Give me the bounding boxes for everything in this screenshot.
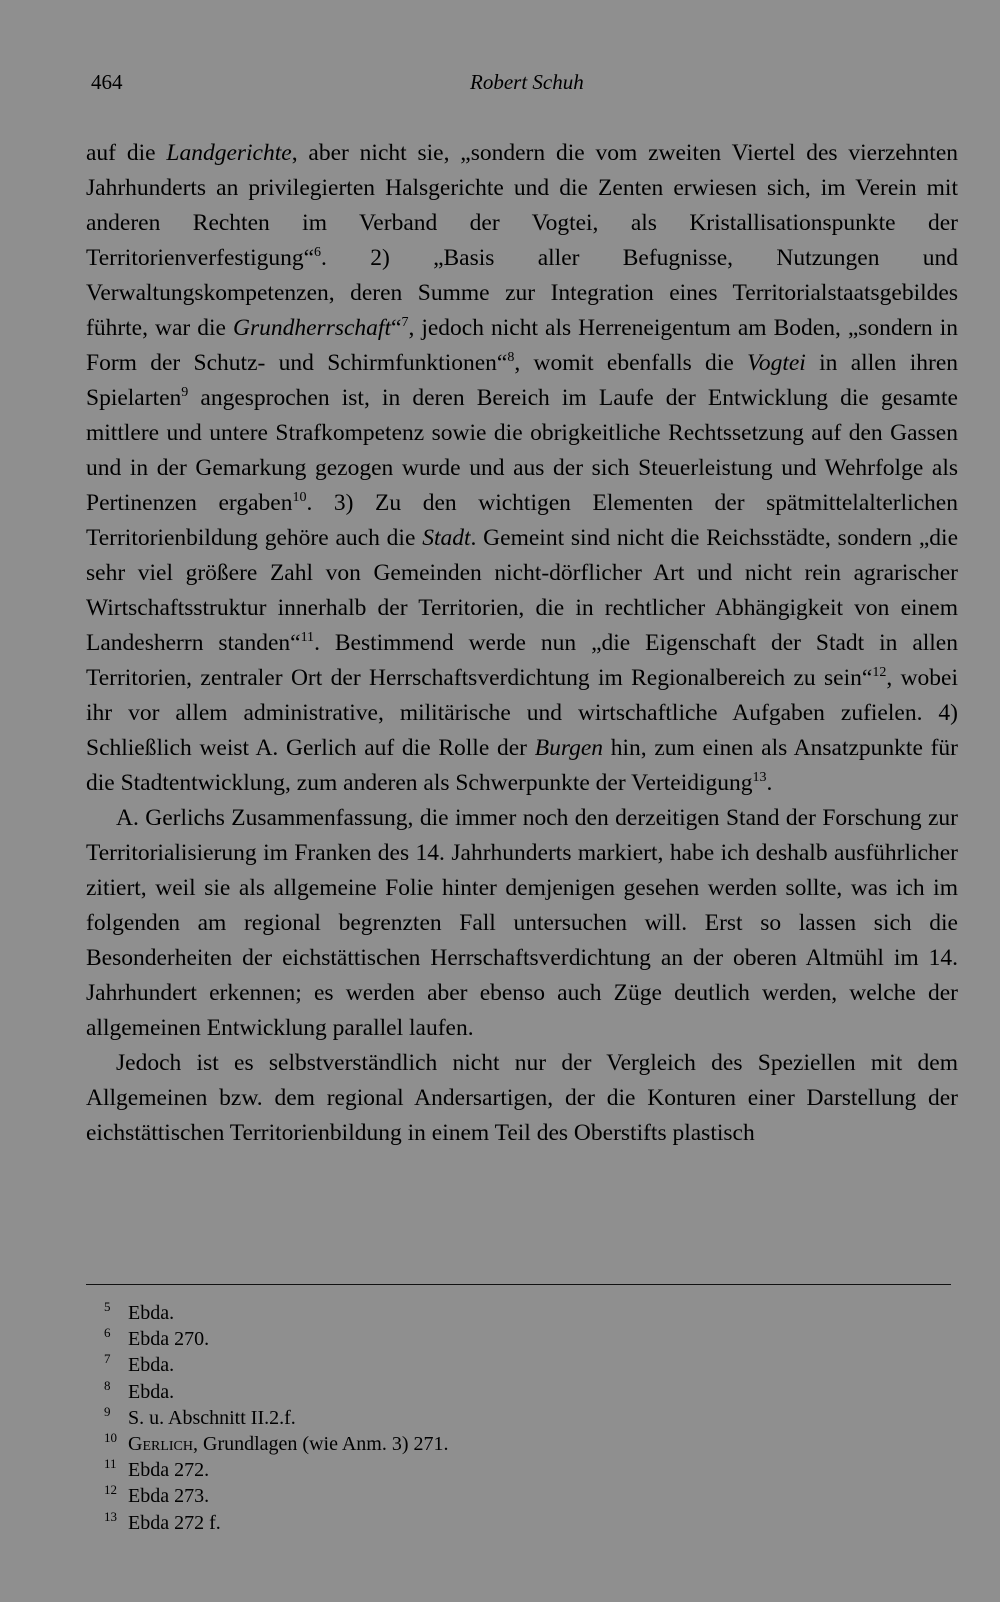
text-span: , jedoch nicht als Herreneigentum am Boden, „sondern in Form der Schutz- und Schirmfunktionen“: [86, 315, 958, 376]
text-span: . 3) Zu den wichtigen Elementen der spätmittelalterlichen Territorienbildung gehöre auch die: [86, 490, 958, 551]
footnote-text: S. u. Abschnitt II.2.f.: [128, 1406, 296, 1429]
citation: , Grundlagen (wie Anm. 3) 271.: [193, 1433, 449, 1456]
footnote-text: [128, 1431, 924, 1457]
footnote-ref: 7: [401, 315, 409, 331]
footnote-number: 5: [104, 1299, 111, 1314]
text-span: “: [391, 315, 402, 341]
running-head: Robert Schuh: [470, 70, 584, 94]
footnote-number: 12: [104, 1482, 117, 1498]
text-span: . 2) „Basis aller Befugnisse, Nutzungen und Verwaltungskompetenzen, deren Summe zur Integration eines Territorialstaatsgebildes führte, war die: [86, 245, 958, 341]
footnote: [104, 1483, 924, 1509]
footnote-number: 6: [104, 1325, 111, 1341]
emphasis: Vogtei: [747, 350, 806, 376]
emphasis: Landgerichte: [166, 140, 292, 166]
footnote: [104, 1326, 924, 1352]
text-span: hin, zum einen als Ansatzpunkte für die Stadtentwicklung, zum anderen als Schwerpunkte der Verteidigung: [86, 735, 959, 796]
footnote: [104, 1457, 924, 1483]
footnote-ref: 12: [872, 665, 887, 681]
footnote-divider: [86, 1284, 951, 1285]
footnote-text: Ebda 273.: [128, 1485, 210, 1508]
footnote-number: 8: [104, 1377, 111, 1393]
footnote-ref: 10: [292, 490, 307, 506]
text-span: , wobei ihr vor allem administrative, militärische und wirtschaftliche Aufgaben zufielen. 4) Schließlich weist A. Gerlich auf die Rolle der: [86, 665, 959, 761]
paragraph-1: [86, 136, 958, 801]
text-span: . Bestimmend werde nun „die Eigenschaft der Stadt in allen Territorien, zentraler Ort der Herrschaftsverdichtung im Regionalbereich zu sein“: [86, 630, 958, 691]
author-name: Gerlich: [128, 1433, 193, 1456]
footnote-number: 13: [104, 1508, 117, 1524]
text-span: in allen ihren Spielarten: [86, 350, 958, 411]
footnote-number: 9: [104, 1403, 111, 1419]
paragraph-2: A. Gerlichs Zusammenfassung, die immer noch den derzeitigen Stand der Forschung zur Territorialisierung im Franken des 14. Jahrhunderts markiert, habe ich deshalb ausführlicher zitiert, weil sie als allgemeine Folie hinter demjenigen gesehen werden sollte, was ich im folgenden am regional begrenzten Fall untersuchen will. Erst so lassen sich die Besonderheiten der eichstättischen Herrschaftsverdichtung an der oberen Altmühl im 14. Jahrhundert erkennen; es werden aber ebenso auch Züge deutlich werden, welche der allgemeinen Entwicklung parallel laufen.: [86, 805, 958, 1041]
footnote: [104, 1300, 924, 1326]
footnote-number: 7: [104, 1351, 111, 1367]
footnote: [104, 1352, 924, 1378]
footnote-number: 11: [104, 1456, 117, 1472]
footnote-text: Ebda 272 f.: [128, 1511, 221, 1534]
footnote-text: Ebda.: [128, 1302, 175, 1324]
footnote-ref: 11: [300, 630, 315, 646]
footnote: [104, 1379, 924, 1405]
footnote-ref: 6: [314, 245, 322, 261]
footnote-number: 10: [104, 1430, 117, 1446]
footnote-text: Ebda 272.: [128, 1459, 210, 1482]
text-span: , aber nicht sie, „sondern die vom zweiten Viertel des vierzehnten Jahrhunderts an privilegierten Halsgerichte und die Zenten erwiesen sich, im Verein mit anderen Rechten im Verband der Vogtei, als Kristallisationspunkte der Territorienverfestigung“: [86, 140, 958, 271]
footnote-text: Ebda.: [128, 1354, 175, 1377]
footnote: [104, 1405, 924, 1431]
page-number: 464: [91, 70, 123, 94]
text-span: angesprochen ist, in deren Bereich im Laufe der Entwicklung die gesamte mittlere und untere Strafkompetenz sowie die obrigkeitliche Rechtssetzung auf den Gassen und in der Gemarkung gezogen wurde und aus der sich Steuerleistung und Wehrfolge als Pertinenzen ergaben: [86, 385, 958, 516]
footnote: [104, 1510, 924, 1536]
emphasis: Burgen: [534, 735, 604, 761]
footnote-ref: 8: [507, 350, 515, 366]
footnote-text: Ebda.: [128, 1380, 175, 1403]
emphasis: Stadt: [422, 525, 471, 551]
paragraph-3: Jedoch ist es selbstverständlich nicht nur der Vergleich des Speziellen mit dem Allgemeinen bzw. dem regional Andersartigen, der die Konturen einer Darstellung der eichstättischen Territorienbildung in einem Teil des Oberstifts plastisch: [86, 1050, 958, 1146]
text-span: , womit ebenfalls die: [514, 350, 748, 376]
text-span: . Gemeint sind nicht die Reichsstädte, sondern „die sehr viel größere Zahl von Gemeinden nicht-dörflicher Art und nicht rein agrarischer Wirtschaftsstruktur innerhalb der Territorien, die in rechtlicher Abhängigkeit von einem Landesherrn standen“: [86, 525, 958, 656]
footnote: [104, 1431, 924, 1457]
main-text: [86, 136, 958, 1151]
footnote-text: Ebda 270.: [128, 1328, 210, 1351]
footnote-ref: 13: [752, 770, 767, 786]
text-span: auf die: [86, 140, 167, 166]
emphasis: Grundherrschaft: [233, 315, 391, 341]
text-span: .: [766, 770, 773, 796]
footnote-ref: 9: [181, 385, 189, 401]
footnotes: [104, 1300, 924, 1536]
